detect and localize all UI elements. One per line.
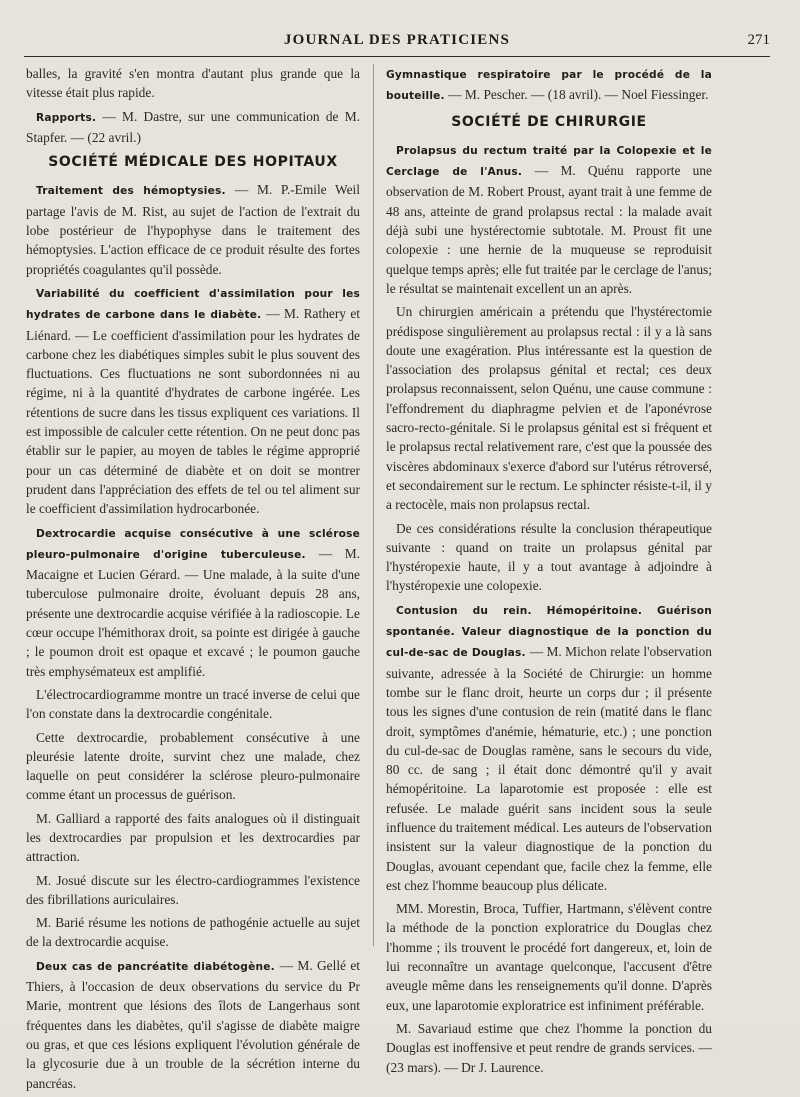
section-title-chirurgie: SOCIÉTÉ DE CHIRURGIE [451,113,647,130]
entry-text: Un chirurgien américain a prétendu que l'hystérectomie prédispose singulièrement au prolapsus rectal : il y a là sans doute une exagération. Plus intéressante est la question de l'association des prolapsus génital et rectal; ces deux prolapsus reconnaissent, selon Quénu, une cause commune : l'effondrement du diaphragme pelvien et de l'aponévrose sacro-recto-génitale. Si le prolapsus génital est si fréquent et le prolapsus rectal relativement rare, c'est que la poussée des viscères abdominaux s'exerce d'abord sur l'utérus rétroversé, et secondairement sur le rectum. Le sphincter résiste-t-il, il y a rectocèle, mais non prolapsus rectal. [386,304,712,513]
entry-lead: Dextrocardie acquise consécutive à une sclérose pleuro-pulmonaire d'origine tuberculeuse. [26,527,360,561]
entry-text: — M. Pescher. — (18 avril). — Noel Fiessinger. [444,87,709,103]
entry-text: — M. Quénu rapporte une observation de M. Robert Proust, ayant trait à une femme de 48 ans, atteinte de grand prolapsus rectal : la malade avait déjà subi une hystérectomie subtotale. M. Proust fit une colopexie : une hernie de la muqueuse se reproduisit quelque temps après; elle fut traitée par le cerclage de l'anus; le résultat se maintenait excellent un an après. [386,163,712,296]
journal-title: JOURNAL DES PRATICIENS [283,32,511,48]
entry-text: — M. Rathery et Liénard. — Le coefficient d'assimilation pour les hydrates de carbone chez les diabétiques simples subit le plus souvent des fluctuations. Ces fluctuations ne sont subordonnées ni au régime, ni à la quantité d'hydrates de carbone ingérée. Les rétentions de sucre dans les tissus expliquent ces variations. Il est impossible de calculer cette rétention. On ne peut donc pas établir sur le papier, au moyen de tables le régime approprié pour un cas déterminé de diabète et on doit se montrer prudent dans l'appréciation des effets de tel ou tel aliment sur le coefficient d'assimilation hydrocarbonée. [26,306,360,517]
entry-text: M. Barié résume les notions de pathogénie actuelle au sujet de la dextrocardie acquise. [26,915,360,950]
column-divider [373,64,374,946]
entry-lead: Deux cas de pancréatite diabétogène. [36,960,280,973]
article-paragraph [26,180,360,278]
right-column [386,64,712,1081]
entry-text: — M. P.-Emile Weil partage l'avis de M. Rist, au sujet de l'action de l'extrait du lobe postérieur de l'hypophyse dans le traitement des hémoptysies. L'action efficace de ce produit résulte des fortes propriétés coagulantes qu'il possède. [26,182,360,277]
entry-text: M. Josué discute sur les électro-cardiogrammes l'existence des fibrillations auriculaires. [26,872,360,907]
entry-text: M. Savariaud estime que chez l'homme la ponction du Douglas est inoffensive et peut rendre de grands services. — (23 mars). — Dr J. Laurence. [386,1020,712,1075]
section-title-medicale: SOCIÉTÉ MÉDICALE DES HOPITAUX [48,154,338,171]
article-paragraph [386,140,712,298]
entry-text: M. Galliard a rapporté des faits analogues où il distinguait les dextrocardies par propulsion et les dextrocardies par attraction. [26,810,360,865]
gymnastique-paragraph [386,64,712,107]
entry-text: De ces considérations résulte la conclusion thérapeutique suivante : quand on traite un prolapsus génital par l'hystéropexie haute, il y a tout avantage à adjoindre à l'hystéropexie une colopexie. [386,520,712,594]
article-paragraph [26,283,360,519]
article-paragraph [26,523,360,681]
entry-text: — M. Michon relate l'observation suivante, adressée à la Société de Chirurgie: un homme tombe sur le flanc droit, heurte un corps dur ; il présente tous les signes d'une contusion de rein (matité dans le flanc droit, symptômes d'anémie, hématurie, etc.) ; une ponction du cul-de-sac de Douglas ramène, sans le secours du vide, 80 cc. de sang ; il était donc démontré qu'il y avait hémopéritoine. La laparotomie est proposée : elle est refusée. Le malade guérit sans incident sous la seule influence du traitement médical. Les auteurs de l'observation insistent sur la valeur diagnostique de la ponction du Douglas, avouant cependant que, facile chez la femme, elle est chez l'homme beaucoup plus délicate. [386,644,712,893]
entry-lead: Contusion du rein. Hémopéritoine. Guérison spontanée. Valeur diagnostique de la ponction du cul-de-sac de Douglas. [386,604,712,660]
header-rule [24,56,770,57]
entry-text: — M. Gellé et Thiers, à l'occasion de deux observations du service du Pr Marie, montrent que lésions des îlots de Langerhaus sont fréquentes dans les diabètes, qu'il s'agisse de diabète maigre ou gras, et que ces lésions expliquent l'évolution générale de la glycosurie due à un trouble de la sécrétion interne du pancréas. [26,957,360,1091]
article-paragraph [386,1019,712,1077]
entry-lead: Gymnastique respiratoire par le procédé de la bouteille. [386,69,712,103]
entry-lead: Variabilité du coefficient d'assimilation pour les hydrates de carbone dans le diabète. [26,287,360,322]
article-paragraph [26,809,360,867]
article-paragraph [26,685,360,724]
left-column [26,64,360,1097]
left-entries [26,180,360,1092]
entry-text: — M. Macaigne et Lucien Gérard. — Une malade, à la suite d'une tuberculose pulmonaire droite, évoluant depuis 28 ans, présente une dextrocardie acquise vérifiée à la radioscopie. Le cœur occupe l'hémithorax droit, sa pointe est dirigée à gauche ; le poumon droit est opaque et excavé ; le poumon gauche très emphysémateux est amplifié. [26,545,360,679]
right-entries [386,140,712,1077]
article-paragraph [26,913,360,952]
entry-lead: Traitement des hémoptysies. [36,185,235,198]
article-paragraph [386,600,712,895]
article-paragraph [386,899,712,1015]
entry-text: — M. Dastre, sur une communication de M. Stapfer. — (22 avril.) [26,108,360,145]
article-paragraph [386,302,712,514]
article-paragraph [26,728,360,805]
entry-text: MM. Morestin, Broca, Tuffier, Hartmann, s'élèvent contre la méthode de la ponction exploratrice du Douglas chez l'homme ; ils trouvent le procédé fort dangereux, et, loin de lui reconnaître un avantage quelconque, l'accusent d'être aveugle même dans les renseignements qu'il donne. D'après eux, une laparotomie exploratrice est infiniment préférable. [386,901,712,1013]
entry-lead: Rapports. [36,111,97,124]
running-header [24,28,770,54]
article-paragraph [26,871,360,910]
article-paragraph [386,519,712,596]
continuation-paragraph: balles, la gravité s'en montra d'autant plus grande que la vitesse était plus rapide. [26,66,360,101]
entry-text: L'électrocardiogramme montre un tracé inverse de celui que l'on constate dans la dextrocardie congénitale. [26,686,360,722]
rapports-paragraph [26,107,360,148]
entry-text: Cette dextrocardie, probablement consécutive à une pleurésie latente droite, survint chez une malade, chez laquelle on peut considérer la sclérose pleuro-pulmonaire comme étant un processus de guérison. [26,729,360,803]
article-paragraph [26,956,360,1093]
page-number: 271 [747,32,770,48]
entry-lead: Prolapsus du rectum traité par la Colopexie et le Cerclage de l'Anus. [386,144,712,179]
